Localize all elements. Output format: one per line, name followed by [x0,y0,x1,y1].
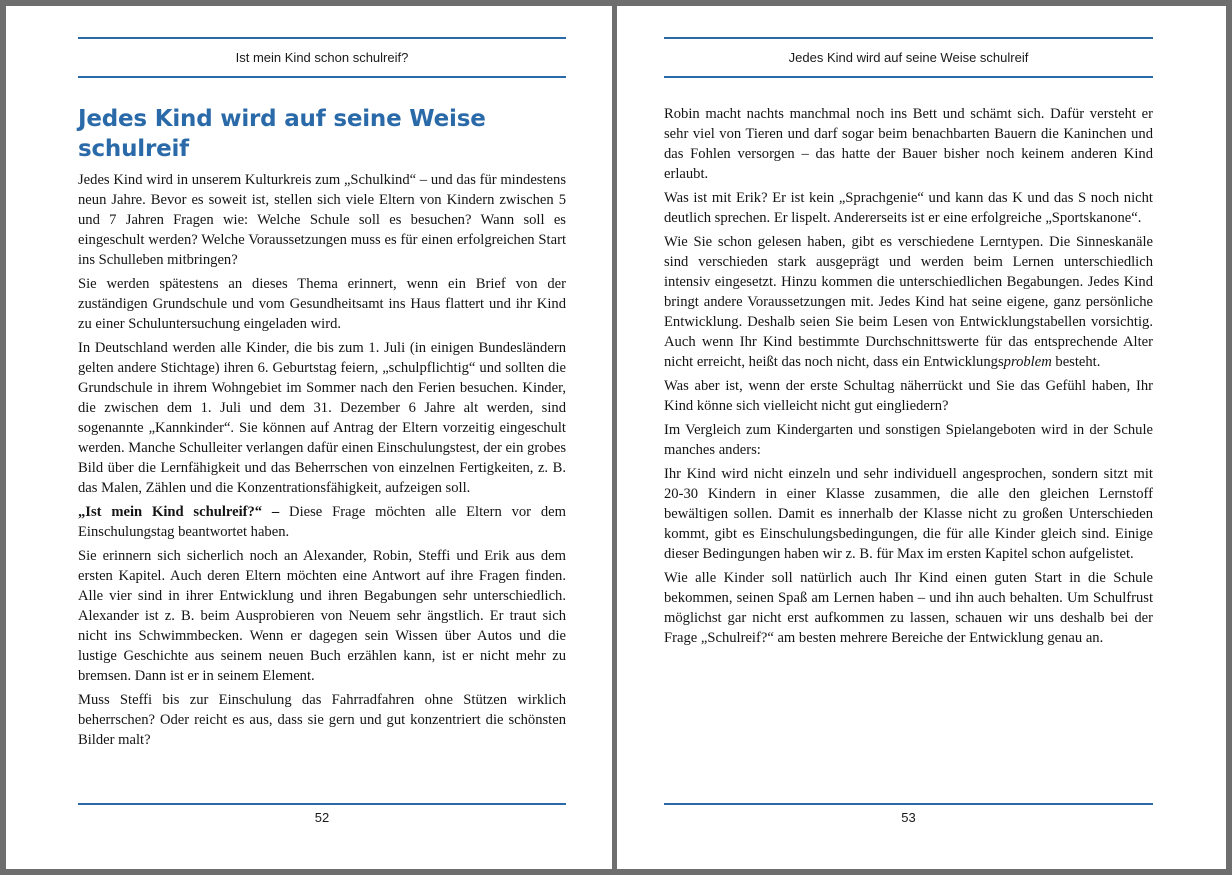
paragraph: Robin macht nachts manchmal noch ins Bett und schämt sich. Dafür versteht er sehr viel von Tieren und darf sogar beim benachbarten Bauern die Kaninchen und das Fohlen versorgen – das hatte der Bauer bisher noch keinem anderen Kind erlaubt. [664,106,1153,182]
paragraph: Im Vergleich zum Kindergarten und sonstigen Spielangeboten wird in der Schule manches anders: [664,422,1153,458]
footer-rule [78,803,566,805]
paragraph: Ihr Kind wird nicht einzeln und sehr individuell angesprochen, sondern sitzt mit 20-30 Kindern in einer Klasse zusammen, die alle den gleichen Lernstoff bewältigen sollen. Damit es innerhalb der Klasse nicht zu großen Unterschieden kommt, gibt es Einschulungsbedingungen, die für alle Kinder gleich sind. Einige dieser Bedingungen haben wir z. B. für Max im ersten Kapitel schon aufgelistet. [664,466,1153,562]
paragraph-question [78,502,566,542]
question-text: Diese Frage möchten alle Eltern vor dem Einschulungstag beantwortet haben. [78,504,566,540]
paragraph: Muss Steffi bis zur Einschulung das Fahrradfahren ohne Stützen wirklich beherrschen? Oder reicht es aus, dass sie gern und gut konzentriert die schönsten Bilder malt? [78,692,566,748]
paragraph: Wie alle Kinder soll natürlich auch Ihr Kind einen guten Start in die Schule bekommen, seinen Spaß am Lernen haben – und ihn auch behalten. Um Schulfrust möglichst gar nicht erst aufkommen zu lassen, schauen wir uns deshalb bei der Frage „Schulreif?“ am besten mehrere Bereiche der Entwicklung genau an. [664,570,1153,646]
learning-types-text: Wie Sie schon gelesen haben, gibt es verschiedene Lerntypen. Die Sinneskanäle sind verschieden stark ausgeprägt und werden beim Lernen unterschiedlich intensiv eingesetzt. Hinzu kommen die unterschiedlichen Begabungen. Jedes Kind bringt andere Voraussetzungen mit. Jedes Kind hat seine eigene, ganz persönliche Entwicklung. Deshalb seien Sie beim Lesen von Entwicklungstabellen vorsichtig. Auch wenn Ihr Kind bestimmte Durchschnittswerte für das entsprechende Alter nicht erreicht, heißt das noch nicht, dass ein Entwicklungs [664,234,1153,370]
header-rule-bottom [664,76,1153,78]
paragraph: Was ist mit Erik? Er ist kein „Sprachgenie“ und kann das K und das S noch nicht deutlich sprechen. Er lispelt. Andererseits ist er eine erfolgreiche „Sportskanone“. [664,190,1153,226]
emphasis-problem: problem [1003,354,1052,370]
running-header: Ist mein Kind schon schulreif? [235,50,409,65]
left-page-body [78,104,566,754]
paragraph: Was aber ist, wenn der erste Schultag näherrückt und Sie das Gefühl haben, Ihr Kind könne sich vielleicht nicht gut eingliedern? [664,378,1153,414]
left-page [6,6,612,869]
header-rule-bottom [78,76,566,78]
right-page-body [664,104,1153,652]
page-number: 52 [314,810,330,825]
learning-types-end: besteht. [1051,354,1101,370]
paragraph: In Deutschland werden alle Kinder, die bis zum 1. Juli (in einigen Bundesländern gelten andere Stichtage) ihren 6. Geburtstag feiern, „schulpflichtig“ und sollten die Grundschule in ihrem Wohngebiet im Sommer nach den Ferien besuchen. Kinder, die zwischen dem 1. Juli und dem 31. Dezember 6 Jahre alt werden, sind sogenannte „Kannkinder“. Sie können auf Antrag der Eltern vorzeitig eingeschult werden. Manche Schulleiter verlangen dafür einen Einschulungstest, der ein grobes Bild über die Lernfähigkeit und das Beherrschen von einzelnen Fertigkeiten, z. B. das Malen, Zählen und die Konzentrationsfähigkeit, aufzeigen soll. [78,340,566,496]
header-rule-top [78,37,566,39]
paragraph: Sie werden spätestens an dieses Thema erinnert, wenn ein Brief von der zuständigen Grundschule und vom Gesundheitsamt ins Haus flattert und ihr Kind zu einer Schuluntersuchung eingeladen wird. [78,276,566,332]
paragraph: Jedes Kind wird in unserem Kulturkreis zum „Schulkind“ – und das für mindestens neun Jahre. Bevor es soweit ist, stellen sich viele Eltern von Kindern zwischen 5 und 7 Jahren Fragen wie: Welche Schule soll es besuchen? Wann soll es eingeschult werden? Welche Voraussetzungen muss es für einen erfolgreichen Start ins Schulleben mitbringen? [78,172,566,268]
page-number: 53 [901,810,916,825]
chapter-title: Jedes Kind wird auf seine Weise schulreif [78,106,486,162]
header-rule-top [664,37,1153,39]
footer-rule [664,803,1153,805]
paragraph: Sie erinnern sich sicherlich noch an Alexander, Robin, Steffi und Erik aus dem ersten Kapitel. Auch deren Eltern möchten eine Antwort auf ihre Fragen finden. Alle vier sind in ihrer Entwicklung und ihren Begabungen sehr unterschiedlich. Alexander ist z. B. beim Ausprobieren von Neuem sehr ängstlich. Er traut sich nicht ins Schwimmbecken. Wenn er dagegen sein Wissen über Autos und die lustige Geschichte aus seinem neuen Buch erzählen kann, ist er nicht mehr zu bremsen. Dann ist er in seinem Element. [78,548,566,684]
right-page [617,6,1226,869]
question-bold: „Ist mein Kind schulreif?“ – [78,504,280,520]
paragraph-learning-types [664,232,1153,372]
running-header: Jedes Kind wird auf seine Weise schulreif [788,50,1029,65]
